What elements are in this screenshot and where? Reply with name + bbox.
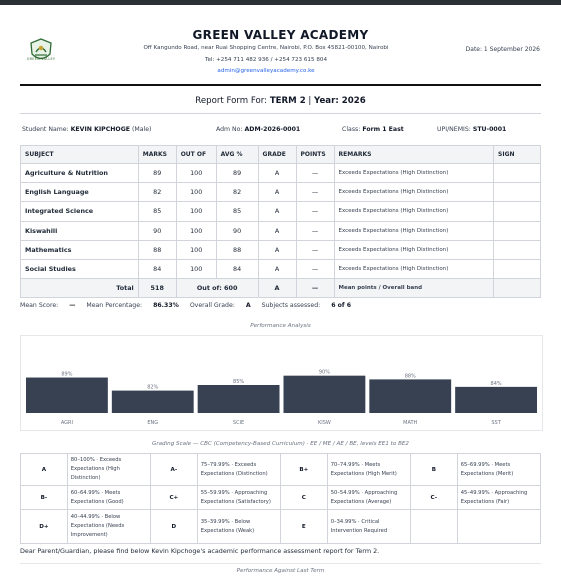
points-cell: — bbox=[296, 183, 334, 202]
out-of-cell: 100 bbox=[176, 240, 216, 259]
student-class bbox=[342, 126, 404, 133]
table-row bbox=[21, 164, 541, 183]
out-of-cell: 100 bbox=[176, 183, 216, 202]
mean-percentage bbox=[86, 302, 178, 309]
table-row bbox=[21, 183, 541, 202]
overall-value: A bbox=[245, 302, 251, 309]
subjects-label: Subjects assessed: bbox=[261, 302, 323, 309]
total-points: — bbox=[296, 279, 334, 298]
grade-letter: D bbox=[150, 510, 197, 544]
grade-description: 60–64.99% · Meets Expectations (Good) bbox=[67, 486, 150, 510]
remarks-cell: Exceeds Expectations (High Distinction) bbox=[334, 240, 494, 259]
bar-value-label: 88% bbox=[404, 373, 416, 380]
grade-description: 45–49.99% · Approaching Expectations (Fair) bbox=[457, 486, 540, 510]
grade-letter: E bbox=[280, 510, 327, 544]
top-bar bbox=[0, 0, 561, 5]
category-label: MATH bbox=[403, 420, 418, 426]
performance-chart bbox=[20, 335, 543, 431]
category-label: SST bbox=[491, 420, 501, 426]
student-name-value: KEVIN KIPCHOGE bbox=[70, 126, 131, 133]
points-cell: — bbox=[296, 202, 334, 221]
grade-letter: D+ bbox=[21, 510, 68, 544]
grade-cell: A bbox=[258, 240, 296, 259]
grade-description: 75–79.99% · Exceeds Expectations (Distinction) bbox=[197, 454, 280, 486]
total-sign bbox=[494, 279, 541, 298]
summary-line bbox=[20, 302, 360, 309]
subject-cell: Social Studies bbox=[21, 259, 139, 278]
header-subject: SUBJECT bbox=[21, 146, 139, 164]
report-term: TERM 2 bbox=[269, 96, 306, 106]
marks-header-row bbox=[21, 146, 541, 164]
student-name-label: Student Name: bbox=[22, 126, 71, 133]
out-of-cell: 100 bbox=[176, 164, 216, 183]
subject-cell: Integrated Science bbox=[21, 202, 139, 221]
school-email-link[interactable]: admin@greenvalleyacademy.co.ke bbox=[217, 68, 315, 74]
bar-value-label: 90% bbox=[318, 369, 330, 376]
chart-bar bbox=[26, 378, 108, 413]
adm-label: Adm No: bbox=[216, 126, 245, 133]
remarks-cell: Exceeds Expectations (High Distinction) bbox=[334, 183, 494, 202]
grade-description: 40–44.99% · Below Expectations (Needs Improvement) bbox=[67, 510, 150, 544]
upi-value: STU-0001 bbox=[472, 126, 507, 133]
table-row bbox=[21, 202, 541, 221]
table-row bbox=[21, 221, 541, 240]
grade-description: 65–69.99% · Meets Expectations (Merit) bbox=[457, 454, 540, 486]
marks-cell: 85 bbox=[138, 202, 176, 221]
category-label: ENG bbox=[147, 420, 159, 426]
header-grade: GRADE bbox=[258, 146, 296, 164]
grade-description: 55–59.99% · Approaching Expectations (Satisfactory) bbox=[197, 486, 280, 510]
mean-score bbox=[20, 302, 75, 309]
grading-caption: Grading Scale — CBC (Competency-Based Curriculum) · EE / ME / AE / BE, levels EE1 to BE2 bbox=[151, 441, 409, 447]
parent-letter: Dear Parent/Guardian, please find below Kevin Kipchoge's academic performance assessment report for Term 2. bbox=[20, 547, 380, 555]
sign-cell bbox=[494, 183, 541, 202]
bar-value-label: 84% bbox=[490, 380, 502, 387]
grade-description: 0–34.99% · Critical Intervention Required bbox=[327, 510, 410, 544]
grade-letter: C+ bbox=[150, 486, 197, 510]
grade-cell: A bbox=[258, 221, 296, 240]
upi-label: UPI/NEMIS: bbox=[437, 126, 473, 133]
bar-value-label: 85% bbox=[233, 379, 245, 385]
total-grade: A bbox=[258, 279, 296, 298]
bar-value-label: 82% bbox=[147, 384, 159, 391]
avg-cell: 82 bbox=[216, 183, 258, 202]
marks-cell: 90 bbox=[138, 221, 176, 240]
grade-description: 70–74.99% · Meets Expectations (High Merit) bbox=[327, 454, 410, 486]
subjects-assessed bbox=[262, 302, 351, 309]
bar-value-label: 89% bbox=[61, 371, 73, 378]
subject-cell: Kiswahili bbox=[21, 221, 139, 240]
marks-cell: 88 bbox=[138, 240, 176, 259]
grade-cell: A bbox=[258, 164, 296, 183]
mean-score-value: — bbox=[69, 302, 76, 309]
out-of-cell: 100 bbox=[176, 259, 216, 278]
admission-number bbox=[216, 126, 300, 133]
avg-cell: 84 bbox=[216, 259, 258, 278]
overall-label: Overall Grade: bbox=[189, 302, 237, 309]
grade-letter: A bbox=[21, 454, 68, 486]
points-cell: — bbox=[296, 259, 334, 278]
grade-letter: B- bbox=[21, 486, 68, 510]
table-row bbox=[21, 240, 541, 259]
school-address: Off Kangundo Road, near Ruai Shopping Centre, Nairobi, P.O. Box 45821-00100, Nairobi bbox=[143, 45, 389, 51]
out-of-cell: 100 bbox=[176, 221, 216, 240]
report-year: Year: 2026 bbox=[314, 96, 366, 106]
report-date: Date: 1 September 2026 bbox=[465, 46, 540, 53]
remarks-cell: Exceeds Expectations (High Distinction) bbox=[334, 221, 494, 240]
grade-letter: C bbox=[280, 486, 327, 510]
sign-cell bbox=[494, 164, 541, 183]
grade-letter: A- bbox=[150, 454, 197, 486]
header-marks: MARKS bbox=[138, 146, 176, 164]
grade-letter: C- bbox=[410, 486, 457, 510]
school-name: GREEN VALLEY ACADEMY bbox=[192, 28, 369, 42]
mean-score-label: Mean Score: bbox=[20, 302, 61, 309]
header-remarks: REMARKS bbox=[334, 146, 494, 164]
header-sign: SIGN bbox=[494, 146, 541, 164]
subject-cell: Agriculture & Nutrition bbox=[21, 164, 139, 183]
grade-description bbox=[457, 510, 540, 544]
table-row bbox=[21, 259, 541, 278]
mean-pct-value: 86.33% bbox=[153, 302, 179, 309]
sign-cell bbox=[494, 259, 541, 278]
points-cell: — bbox=[296, 164, 334, 183]
header-points: POINTS bbox=[296, 146, 334, 164]
avg-cell: 90 bbox=[216, 221, 258, 240]
student-name bbox=[22, 126, 151, 133]
total-out-of: Out of: 600 bbox=[176, 279, 258, 298]
category-label: SCIE bbox=[232, 420, 245, 426]
header-divider bbox=[20, 84, 541, 86]
chart-caption: Performance Analysis bbox=[250, 323, 311, 329]
avg-cell: 85 bbox=[216, 202, 258, 221]
grade-description: 80–100% · Exceeds Expectations (High Distinction) bbox=[67, 454, 150, 486]
avg-cell: 89 bbox=[216, 164, 258, 183]
grading-scale-table bbox=[20, 453, 541, 544]
report-separator: | bbox=[305, 96, 315, 106]
student-upi bbox=[437, 126, 506, 133]
header-out-of: OUT OF bbox=[176, 146, 216, 164]
sign-cell bbox=[494, 202, 541, 221]
comparison-caption: Performance Against Last Term bbox=[236, 568, 325, 574]
total-row bbox=[21, 279, 541, 298]
avg-cell: 88 bbox=[216, 240, 258, 259]
chart-bar bbox=[369, 379, 451, 413]
grade-description: 35–39.99% · Below Expectations (Weak) bbox=[197, 510, 280, 544]
subjects-value: 6 of 6 bbox=[331, 302, 352, 309]
grading-row bbox=[21, 454, 541, 486]
mean-pct-label: Mean Percentage: bbox=[86, 302, 145, 309]
subject-cell: Mathematics bbox=[21, 240, 139, 259]
chart-bar bbox=[284, 376, 366, 413]
adm-value: ADM-2026-0001 bbox=[244, 126, 301, 133]
total-label: Total bbox=[21, 279, 139, 298]
sign-cell bbox=[494, 221, 541, 240]
letter-divider bbox=[20, 563, 541, 564]
grade-letter bbox=[410, 510, 457, 544]
student-gender: (Male) bbox=[130, 126, 152, 133]
grading-row bbox=[21, 486, 541, 510]
remarks-cell: Exceeds Expectations (High Distinction) bbox=[334, 202, 494, 221]
report-prefix: Report Form For: bbox=[195, 96, 270, 106]
class-label: Class: bbox=[342, 126, 363, 133]
points-cell: — bbox=[296, 221, 334, 240]
marks-table bbox=[20, 145, 541, 298]
marks-cell: 82 bbox=[138, 183, 176, 202]
grade-letter: B bbox=[410, 454, 457, 486]
marks-cell: 84 bbox=[138, 259, 176, 278]
grade-cell: A bbox=[258, 183, 296, 202]
total-marks: 518 bbox=[138, 279, 176, 298]
category-label: KISW bbox=[317, 420, 331, 426]
logo-caption: GREEN VALLEY bbox=[26, 57, 56, 61]
remarks-cell: Exceeds Expectations (High Distinction) bbox=[334, 164, 494, 183]
chart-bar bbox=[112, 391, 194, 413]
chart-bar bbox=[455, 387, 537, 413]
chart-bar bbox=[198, 385, 280, 413]
grade-cell: A bbox=[258, 202, 296, 221]
subject-cell: English Language bbox=[21, 183, 139, 202]
grade-description: 50–54.99% · Approaching Expectations (Average) bbox=[327, 486, 410, 510]
remarks-cell: Exceeds Expectations (High Distinction) bbox=[334, 259, 494, 278]
overall-grade bbox=[190, 302, 251, 309]
points-cell: — bbox=[296, 240, 334, 259]
report-title bbox=[0, 96, 561, 106]
grade-cell: A bbox=[258, 259, 296, 278]
marks-cell: 89 bbox=[138, 164, 176, 183]
header-avg: AVG % bbox=[216, 146, 258, 164]
category-label: AGRI bbox=[60, 420, 73, 426]
title-divider bbox=[20, 113, 541, 114]
school-phone: Tel: +254 711 482 936 / +254 723 615 804 bbox=[204, 57, 328, 63]
grade-letter: B+ bbox=[280, 454, 327, 486]
total-remarks: Mean points / Overall band bbox=[334, 279, 494, 298]
out-of-cell: 100 bbox=[176, 202, 216, 221]
grading-row bbox=[21, 510, 541, 544]
sign-cell bbox=[494, 240, 541, 259]
class-value: Form 1 East bbox=[362, 126, 404, 133]
